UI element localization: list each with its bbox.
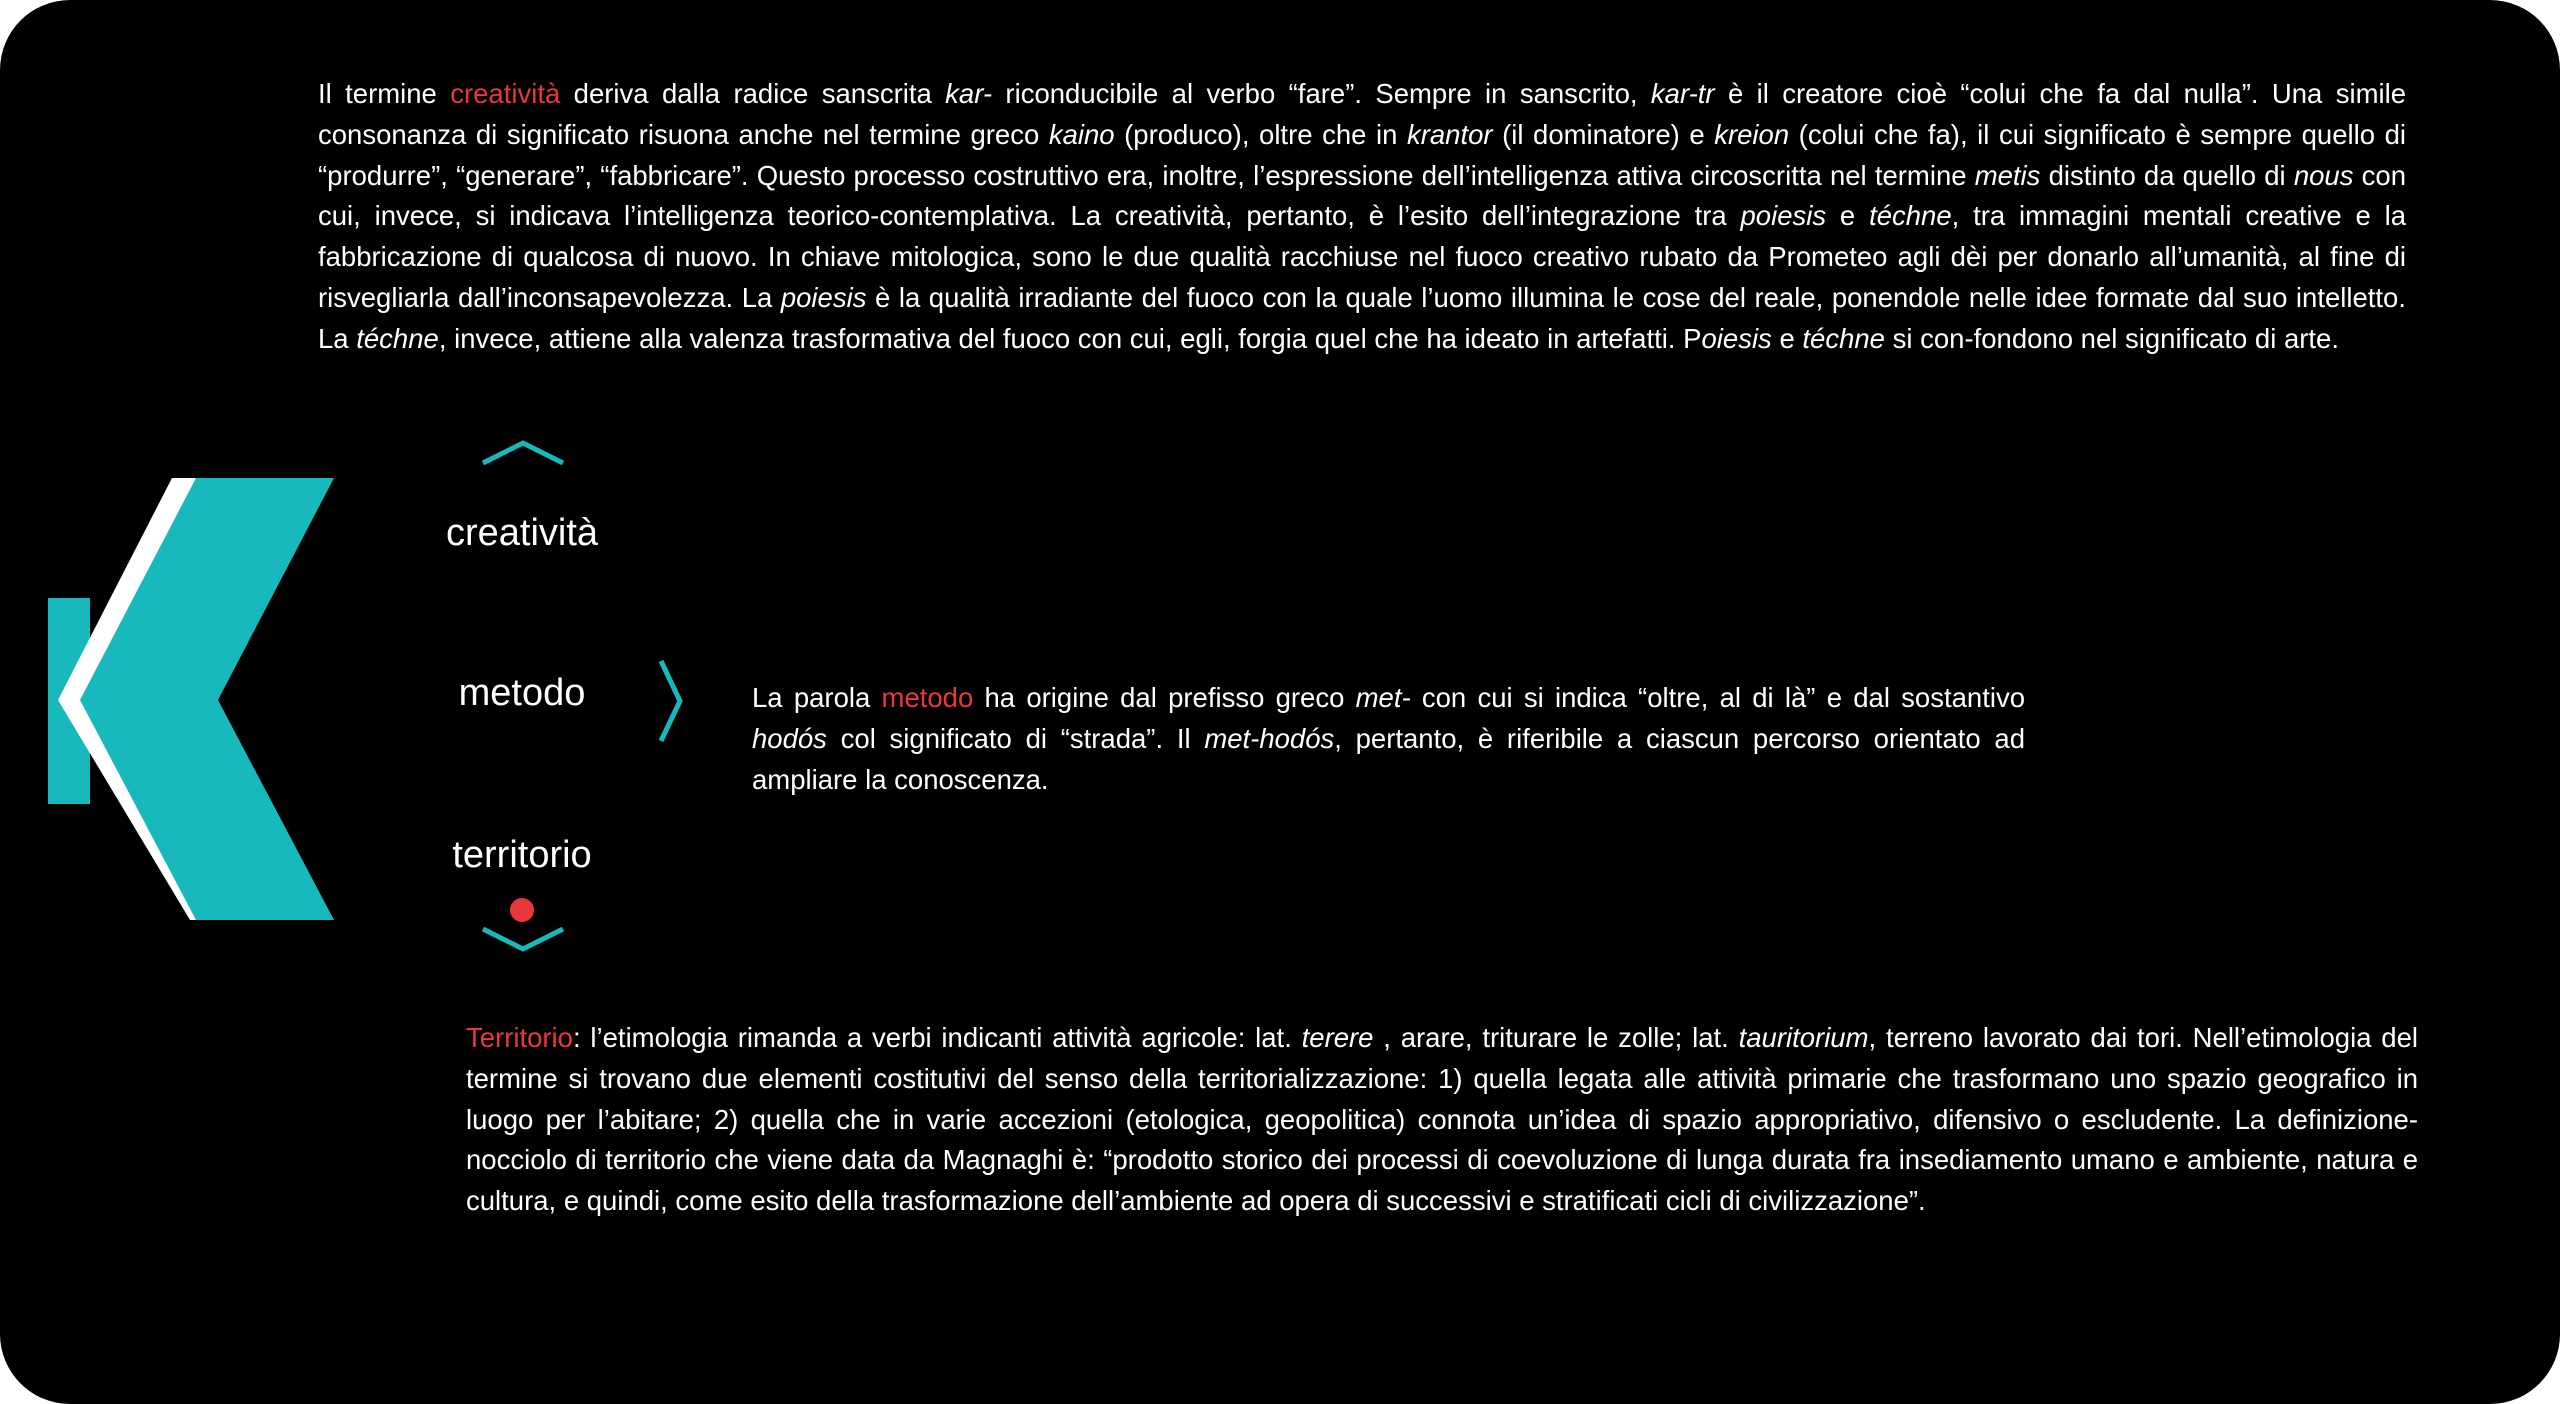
territorio-paragraph — [466, 1018, 2418, 1222]
text-run-italic: poiesis — [1740, 200, 1827, 232]
text-run-italic: met-hodós — [1204, 722, 1335, 754]
text-run: , tra immagini mentali creative e la fabbricazione di qualcosa di nuovo. In chiave mitologica, sono le due qualità racchiuse nel fuoco creativo rubato da Prometeo agli dèi per donarlo all’umanità, al fine di risvegliarla dall’inconsapevolezza. La — [318, 200, 2406, 313]
text-run: deriva dalla radice sanscrita — [560, 78, 946, 109]
menu-item-territorio[interactable]: territorio — [452, 834, 592, 876]
text-run: , terreno lavorato dai tori. Nell’etimologia del termine si trovano due elementi costitutivi del senso della territorializzazione: 1) quella legata alle attività primarie che trasformano uno spazio geografico in luogo per l’abitare; 2) quella che in varie accezioni (etologica, geopolitica) connota un’idea di spazio appropriativo, difensivo o escludente. La definizione-nocciolo di territorio che viene data da Magnaghi è: “prodotto storico dei processi di coevoluzione di lunga durata fra insediamento umano e ambiente, natura e cultura, e quindi, come esito della trasformazione dell’ambiente ad opera di successivi e stratificati cicli di civilizzazione”. — [466, 1022, 2418, 1217]
text-run: , arare, triturare le zolle; lat. — [1373, 1022, 1739, 1053]
text-run-italic: kar-tr — [1650, 78, 1715, 109]
text-run: La parola — [752, 682, 882, 713]
text-run: è il creatore cioè “colui che fa dal nulla”. Una simile consonanza di significato risuona anche nel termine greco — [318, 78, 2407, 150]
text-run-italic: poiesis — [780, 281, 867, 313]
text-run-italic: tauritorium — [1738, 1022, 1869, 1053]
chevron-down-icon[interactable] — [480, 926, 566, 952]
text-run: Il termine — [318, 78, 451, 109]
keyword-metodo: metodo — [881, 682, 974, 713]
text-run-italic: krantor — [1406, 118, 1493, 150]
text-run-italic: met- — [1355, 682, 1411, 713]
text-run: con cui, invece, si indicava l’intelligenza teorico-contemplativa. La creatività, pertanto, è l’esito dell’integrazione tra — [318, 159, 2407, 232]
creativita-paragraph — [318, 74, 2406, 360]
text-run: e — [1771, 322, 1803, 354]
menu-item-metodo[interactable]: metodo — [458, 672, 586, 714]
text-run: e — [1826, 200, 1870, 232]
k-logo-icon — [48, 478, 338, 920]
text-run-italic: metis — [1974, 159, 2041, 191]
keyword-territorio: Territorio — [466, 1022, 573, 1053]
metodo-paragraph — [752, 678, 2025, 800]
text-run-italic: terere — [1301, 1022, 1374, 1053]
active-dot-icon — [510, 898, 534, 922]
text-run: (il dominatore) e — [1492, 118, 1715, 150]
text-run: (produco), oltre che in — [1114, 118, 1407, 150]
text-run: riconducibile al verbo “fare”. Sempre in sanscrito, — [992, 78, 1651, 109]
menu-item-creativita[interactable]: creatività — [445, 512, 599, 554]
text-run: col significato di “strada”. Il — [826, 722, 1205, 754]
keyword-creativita: creatività — [450, 78, 561, 109]
text-run-italic: téchne — [1802, 322, 1885, 354]
text-run: , invece, attiene alla valenza trasformativa del fuoco con cui, egli, forgia quel che ha ideato in artefatti. P — [438, 322, 1702, 354]
text-run-italic: kar- — [945, 78, 993, 109]
text-run: ha origine dal prefisso greco — [973, 682, 1356, 713]
text-run: con cui si indica “oltre, al di là” e dal sostantivo — [1410, 682, 2025, 713]
text-run-italic: kaino — [1048, 118, 1115, 150]
text-run-italic: hodós — [752, 722, 827, 754]
text-run: distinto da quello di — [2040, 159, 2294, 191]
text-run-italic: téchne — [356, 322, 439, 354]
text-run-italic: oiesis — [1701, 322, 1772, 354]
text-run: , pertanto, è riferibile a ciascun percorso orientato ad ampliare la conoscenza. — [752, 722, 2025, 795]
chevron-right-icon[interactable] — [656, 658, 684, 744]
text-run: è la qualità irradiante del fuoco con la quale l’uomo illumina le cose del reale, ponendole nelle idee formate dal suo intelletto. La — [318, 281, 2406, 354]
text-run-italic: kreion — [1714, 118, 1790, 150]
text-run: si con-fondono nel significato di arte. — [1884, 322, 2339, 354]
chevron-up-icon[interactable] — [480, 440, 566, 466]
text-run: : l’etimologia rimanda a verbi indicanti attività agricole: lat. — [572, 1022, 1302, 1053]
text-run-italic: téchne — [1869, 200, 1952, 232]
text-run-italic: nous — [2293, 159, 2354, 191]
text-run: (colui che fa), il cui significato è sempre quello di “produrre”, “generare”, “fabbricare”. Questo processo costruttivo era, inoltre, l’espressione dell’intelligenza attiva circoscritta nel termine — [318, 118, 2406, 191]
